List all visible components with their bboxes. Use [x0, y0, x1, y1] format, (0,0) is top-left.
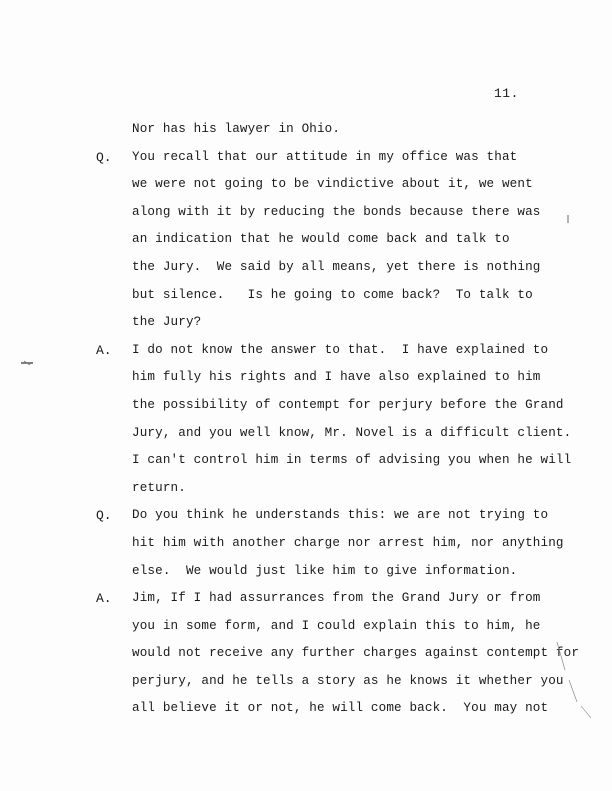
transcript-line: perjury, and he tells a story as he knows it whether you — [132, 673, 564, 688]
transcript-line: hit him with another charge nor arrest him, nor anything — [132, 535, 564, 550]
transcript-line: you in some form, and I could explain this to him, he — [132, 618, 541, 633]
transcript-line: the Jury. We said by all means, yet there is nothing — [132, 259, 541, 274]
speaker-label: A. — [96, 342, 112, 358]
entry-lines — [132, 502, 572, 585]
scan-artifact-left — [20, 360, 34, 366]
transcript-line: along with it by reducing the bonds because there was — [132, 204, 541, 219]
scan-artifact-right — [555, 640, 595, 720]
transcript-body — [0, 116, 612, 723]
entry-lines — [132, 585, 580, 723]
transcript-line: would not receive any further charges against contempt for — [132, 646, 580, 661]
transcript-line: Jury, and you well know, Mr. Novel is a difficult client. — [132, 425, 572, 440]
transcript-line: I do not know the answer to that. I have explained to — [132, 342, 549, 357]
transcript-line: Jim, If I had assurrances from the Grand Jury or from — [132, 591, 541, 606]
transcript-line: all believe it or not, he will come back. You may not — [132, 701, 549, 716]
transcript-entry-answer — [0, 585, 612, 723]
transcript-line: return. — [132, 480, 186, 495]
transcript-line: I can't control him in terms of advising you when he will — [132, 453, 572, 468]
transcript-entry-question — [0, 144, 612, 337]
transcript-line: the possibility of contempt for perjury before the Grand — [132, 397, 564, 412]
scan-artifact-edge — [566, 214, 570, 224]
entry-lines — [132, 116, 572, 144]
transcript-line: we were not going to be vindictive about it, we went — [132, 177, 533, 192]
transcript-entry-answer — [0, 337, 612, 503]
entry-lines — [132, 144, 572, 337]
transcript-line: You recall that our attitude in my office was that — [132, 149, 518, 164]
transcript-line: an indication that he would come back and talk to — [132, 232, 510, 247]
speaker-label: Q. — [96, 149, 112, 165]
transcript-entry-question — [0, 502, 612, 585]
page-number: 11. — [494, 86, 519, 101]
transcript-line: but silence. Is he going to come back? To talk to — [132, 287, 533, 302]
transcript-line: the Jury? — [132, 315, 202, 330]
speaker-label: A. — [96, 591, 112, 607]
entry-lines — [132, 337, 572, 503]
transcript-line: Nor has his lawyer in Ohio. — [132, 122, 341, 136]
transcript-line: Do you think he understands this: we are not trying to — [132, 508, 549, 523]
transcript-line: him fully his rights and I have also explained to him — [132, 370, 541, 385]
transcript-entry-continuation — [0, 116, 612, 144]
transcript-line: else. We would just like him to give information. — [132, 563, 518, 578]
speaker-label: Q. — [96, 508, 112, 524]
